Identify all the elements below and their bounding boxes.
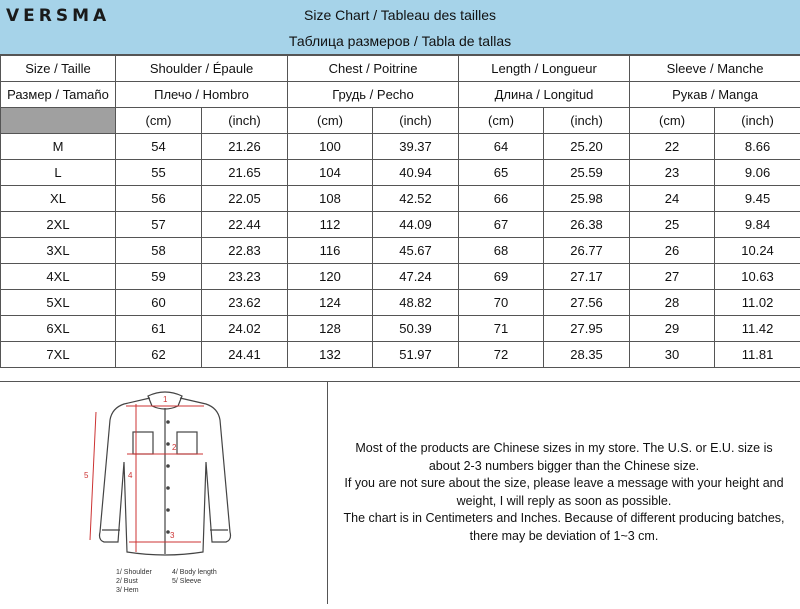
table-cell: 55: [116, 160, 202, 186]
table-cell: 29: [630, 316, 715, 342]
table-cell: 22: [630, 134, 715, 160]
unit-cell: (inch): [202, 108, 288, 134]
unit-cell: (cm): [288, 108, 373, 134]
legend-body-length: 4/ Body length: [172, 568, 228, 577]
brand-logo: VERSMA: [6, 6, 110, 26]
header-chest: Chest / Poitrine: [288, 56, 459, 82]
table-cell: 61: [116, 316, 202, 342]
note-line: there may be deviation of 1~3 cm.: [328, 528, 800, 546]
table-cell: 71: [459, 316, 544, 342]
table-cell: 128: [288, 316, 373, 342]
table-cell: 8.66: [715, 134, 800, 160]
table-cell: 48.82: [373, 290, 459, 316]
table-cell: 42.52: [373, 186, 459, 212]
table-cell: 26.77: [544, 238, 630, 264]
table-row: [1, 238, 800, 264]
table-cell: 25.59: [544, 160, 630, 186]
label-1: 1: [163, 395, 168, 404]
table-cell: 64: [459, 134, 544, 160]
table-cell: 59: [116, 264, 202, 290]
size-cell: 3XL: [1, 238, 116, 264]
note-line: The chart is in Centimeters and Inches. Because of different producing batches,: [328, 510, 800, 528]
table-cell: 56: [116, 186, 202, 212]
note-line: If you are not sure about the size, please leave a message with your height and: [328, 475, 800, 493]
size-cell: 5XL: [1, 290, 116, 316]
table-cell: 65: [459, 160, 544, 186]
table-cell: 132: [288, 342, 373, 368]
table-cell: 28: [630, 290, 715, 316]
unit-cell: (inch): [373, 108, 459, 134]
table-row: [1, 160, 800, 186]
table-cell: 108: [288, 186, 373, 212]
table-cell: 24.02: [202, 316, 288, 342]
table-cell: 44.09: [373, 212, 459, 238]
header-size-ru-es: Размер / Tamaño: [1, 82, 116, 108]
table-cell: 10.63: [715, 264, 800, 290]
table-cell: 68: [459, 238, 544, 264]
table-row: [1, 290, 800, 316]
size-cell: 4XL: [1, 264, 116, 290]
table-cell: 69: [459, 264, 544, 290]
unit-cell: (cm): [630, 108, 715, 134]
table-cell: 60: [116, 290, 202, 316]
header-shoulder: Shoulder / Épaule: [116, 56, 288, 82]
note-line: weight, I will reply as soon as possible.: [328, 493, 800, 511]
header-row-1: [1, 56, 800, 82]
table-row: [1, 316, 800, 342]
chart-title: Size Chart / Tableau des tailles: [0, 7, 800, 23]
size-cell: L: [1, 160, 116, 186]
table-cell: 28.35: [544, 342, 630, 368]
table-cell: 124: [288, 290, 373, 316]
label-2: 2: [172, 443, 177, 452]
right-pocket: [177, 432, 197, 454]
note-line: Most of the products are Chinese sizes in my store. The U.S. or E.U. size is: [328, 440, 800, 458]
legend-sleeve: 5/ Sleeve: [172, 577, 228, 586]
size-cell: 7XL: [1, 342, 116, 368]
table-cell: 27.56: [544, 290, 630, 316]
header-sleeve: Sleeve / Manche: [630, 56, 800, 82]
table-cell: 9.84: [715, 212, 800, 238]
table-row: [1, 342, 800, 368]
table-cell: 62: [116, 342, 202, 368]
table-cell: 66: [459, 186, 544, 212]
label-5: 5: [84, 471, 89, 480]
buttons: [166, 420, 170, 534]
table-cell: 72: [459, 342, 544, 368]
table-cell: 51.97: [373, 342, 459, 368]
table-cell: 23.23: [202, 264, 288, 290]
table-cell: 25.20: [544, 134, 630, 160]
shirt-diagram-panel: [0, 382, 328, 604]
table-cell: 9.06: [715, 160, 800, 186]
table-row: [1, 134, 800, 160]
unit-cell: (inch): [544, 108, 630, 134]
unit-cell: (cm): [459, 108, 544, 134]
table-cell: 50.39: [373, 316, 459, 342]
label-3: 3: [170, 531, 175, 540]
legend-hem: 3/ Hem: [116, 586, 172, 595]
table-cell: 24.41: [202, 342, 288, 368]
table-cell: 22.44: [202, 212, 288, 238]
header-row-2: [1, 82, 800, 108]
size-cell: 6XL: [1, 316, 116, 342]
header-shoulder-ru-es: Плечо / Hombro: [116, 82, 288, 108]
chart-header: [0, 0, 800, 55]
table-cell: 21.26: [202, 134, 288, 160]
size-cell: 2XL: [1, 212, 116, 238]
table-cell: 58: [116, 238, 202, 264]
sleeve-line: [90, 412, 96, 540]
bottom-section: [0, 381, 800, 604]
table-cell: 104: [288, 160, 373, 186]
header-chest-ru-es: Грудь / Pecho: [288, 82, 459, 108]
table-cell: 100: [288, 134, 373, 160]
table-cell: 70: [459, 290, 544, 316]
table-cell: 27.95: [544, 316, 630, 342]
table-cell: 23: [630, 160, 715, 186]
unit-cell: (inch): [715, 108, 800, 134]
table-cell: 40.94: [373, 160, 459, 186]
table-row: [1, 264, 800, 290]
table-cell: 26.38: [544, 212, 630, 238]
table-cell: 39.37: [373, 134, 459, 160]
label-4: 4: [128, 471, 133, 480]
units-row: [1, 108, 800, 134]
header-length-ru-es: Длина / Longitud: [459, 82, 630, 108]
size-note: [328, 440, 800, 545]
chart-subtitle: Таблица размеров / Tabla de tallas: [0, 33, 800, 49]
table-cell: 11.42: [715, 316, 800, 342]
table-cell: 22.83: [202, 238, 288, 264]
table-cell: 23.62: [202, 290, 288, 316]
table-cell: 11.81: [715, 342, 800, 368]
table-row: [1, 212, 800, 238]
legend-shoulder: 1/ Shoulder: [116, 568, 172, 577]
table-cell: 27: [630, 264, 715, 290]
header-length: Length / Longueur: [459, 56, 630, 82]
table-cell: 11.02: [715, 290, 800, 316]
size-table: [0, 55, 800, 368]
table-cell: 67: [459, 212, 544, 238]
table-cell: 116: [288, 238, 373, 264]
table-row: [1, 186, 800, 212]
table-cell: 45.67: [373, 238, 459, 264]
table-cell: 10.24: [715, 238, 800, 264]
table-cell: 26: [630, 238, 715, 264]
table-cell: 9.45: [715, 186, 800, 212]
diagram-legend: [116, 568, 228, 595]
table-cell: 22.05: [202, 186, 288, 212]
table-cell: 24: [630, 186, 715, 212]
unit-cell: (cm): [116, 108, 202, 134]
header-sleeve-ru-es: Рукав / Manga: [630, 82, 800, 108]
legend-bust: 2/ Bust: [116, 577, 172, 586]
table-cell: 21.65: [202, 160, 288, 186]
table-cell: 47.24: [373, 264, 459, 290]
note-line: about 2-3 numbers bigger than the Chinese size.: [328, 458, 800, 476]
size-cell: M: [1, 134, 116, 160]
size-cell: XL: [1, 186, 116, 212]
table-cell: 112: [288, 212, 373, 238]
table-cell: 27.17: [544, 264, 630, 290]
table-cell: 57: [116, 212, 202, 238]
header-size: Size / Taille: [1, 56, 116, 82]
table-cell: 25.98: [544, 186, 630, 212]
table-cell: 25: [630, 212, 715, 238]
table-cell: 30: [630, 342, 715, 368]
gray-cell: [1, 108, 116, 134]
table-cell: 54: [116, 134, 202, 160]
table-cell: 120: [288, 264, 373, 290]
